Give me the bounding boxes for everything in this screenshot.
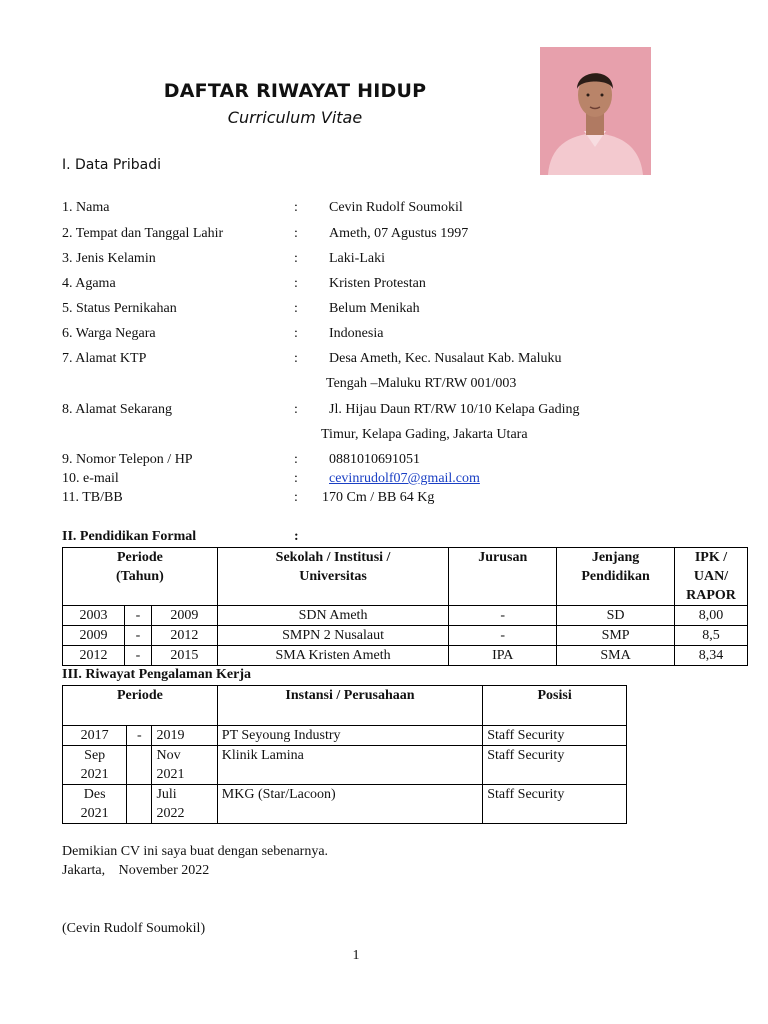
- cell-major: IPA: [449, 646, 557, 666]
- cell-school: SMPN 2 Nusalaut: [217, 626, 449, 646]
- section-education-label: II. Pendidikan Formal: [62, 529, 197, 544]
- field-colon: :: [294, 452, 298, 467]
- field-value: Ameth, 07 Agustus 1997: [329, 226, 469, 241]
- section-education-title: [62, 529, 299, 545]
- cell-dash: [127, 785, 152, 824]
- current-address-continued: Timur, Kelapa Gading, Jakarta Utara: [321, 427, 528, 442]
- cell-dash: -: [127, 726, 152, 746]
- field-label: 1. Nama: [62, 200, 110, 215]
- table-row: [63, 626, 748, 646]
- cell-level: SMP: [557, 626, 675, 646]
- cell-from: 2017: [63, 726, 127, 746]
- cell-dash: -: [124, 626, 151, 646]
- field-colon: :: [294, 301, 298, 316]
- email-link[interactable]: cevinrudolf07@gmail.com: [329, 471, 480, 486]
- field-value: Desa Ameth, Kec. Nusalaut Kab. Maluku: [329, 351, 562, 366]
- cell-dash: [127, 746, 152, 785]
- cell-level: SMA: [557, 646, 675, 666]
- signature-name: (Cevin Rudolf Soumokil): [62, 921, 206, 936]
- field-colon: :: [294, 490, 298, 505]
- field-value: Belum Menikah: [329, 301, 420, 316]
- cell-position: Staff Security: [483, 746, 627, 785]
- field-label: 7. Alamat KTP: [62, 351, 147, 366]
- field-value: 170 Cm / BB 64 Kg: [322, 490, 435, 505]
- section-work-title: III. Riwayat Pengalaman Kerja: [62, 667, 251, 682]
- section-personal-title: I. Data Pribadi: [62, 157, 161, 173]
- cell-position: Staff Security: [483, 785, 627, 824]
- date: November 2022: [118, 863, 210, 878]
- header-jenjang: Jenjang Pendidikan: [557, 548, 675, 606]
- profile-photo: [540, 47, 651, 175]
- ktp-address-continued: Tengah –Maluku RT/RW 001/003: [326, 376, 517, 391]
- table-row: [63, 646, 748, 666]
- field-colon: :: [294, 226, 298, 241]
- cell-from: Des 2021: [63, 785, 127, 824]
- cell-position: Staff Security: [483, 726, 627, 746]
- header-sekolah: Sekolah / Institusi / Universitas: [217, 548, 449, 606]
- header-periode: Periode: [63, 686, 218, 726]
- header-jurusan: Jurusan: [449, 548, 557, 606]
- cell-score: 8,34: [675, 646, 748, 666]
- field-colon: :: [294, 251, 298, 266]
- field-colon: :: [294, 200, 298, 215]
- cell-major: -: [449, 606, 557, 626]
- cell-to: 2012: [151, 626, 217, 646]
- header-posisi: Posisi: [483, 686, 627, 726]
- cell-dash: -: [124, 646, 151, 666]
- field-value: Jl. Hijau Daun RT/RW 10/10 Kelapa Gading: [329, 402, 580, 417]
- cell-level: SD: [557, 606, 675, 626]
- table-row: [63, 726, 627, 746]
- field-label: 9. Nomor Telepon / HP: [62, 452, 193, 467]
- field-colon: :: [294, 402, 298, 417]
- cell-dash: -: [124, 606, 151, 626]
- place-date: [62, 863, 209, 879]
- cell-to: Juli 2022: [152, 785, 217, 824]
- cell-major: -: [449, 626, 557, 646]
- work-table: [62, 685, 627, 824]
- field-label: 3. Jenis Kelamin: [62, 251, 156, 266]
- field-colon: :: [294, 471, 298, 486]
- field-value: 0881010691051: [329, 452, 420, 467]
- cell-to: 2009: [151, 606, 217, 626]
- field-colon: :: [294, 351, 298, 366]
- table-row: [63, 746, 627, 785]
- field-value: Cevin Rudolf Soumokil: [329, 200, 463, 215]
- page-number: 1: [352, 948, 360, 963]
- cell-company: Klinik Lamina: [217, 746, 482, 785]
- field-colon: :: [294, 276, 298, 291]
- cell-to: 2015: [151, 646, 217, 666]
- cell-from: Sep 2021: [63, 746, 127, 785]
- cell-score: 8,00: [675, 606, 748, 626]
- closing-statement: Demikian CV ini saya buat dengan sebenarnya.: [62, 844, 329, 859]
- cell-from: 2003: [63, 606, 125, 626]
- table-row: [63, 785, 627, 824]
- work-header-row: [63, 686, 627, 726]
- education-header-row: [63, 548, 748, 606]
- field-colon: :: [294, 326, 298, 341]
- cell-school: SDN Ameth: [217, 606, 449, 626]
- section-education-colon: :: [294, 529, 299, 544]
- education-table: [62, 547, 748, 666]
- cell-from: 2012: [63, 646, 125, 666]
- field-label: 8. Alamat Sekarang: [62, 402, 173, 417]
- cell-score: 8,5: [675, 626, 748, 646]
- field-label: 2. Tempat dan Tanggal Lahir: [62, 226, 224, 241]
- field-label: 6. Warga Negara: [62, 326, 156, 341]
- field-label: 11. TB/BB: [62, 490, 123, 505]
- field-label: 4. Agama: [62, 276, 116, 291]
- cell-company: PT Seyoung Industry: [217, 726, 482, 746]
- header-ipk: IPK / UAN/ RAPOR: [675, 548, 748, 606]
- cell-to: 2019: [152, 726, 217, 746]
- cell-from: 2009: [63, 626, 125, 646]
- field-label: 5. Status Pernikahan: [62, 301, 177, 316]
- document-title: DAFTAR RIWAYAT HIDUP: [163, 80, 427, 102]
- document-subtitle: Curriculum Vitae: [227, 108, 363, 127]
- place: Jakarta,: [62, 863, 106, 878]
- cell-school: SMA Kristen Ameth: [217, 646, 449, 666]
- cell-company: MKG (Star/Lacoon): [217, 785, 482, 824]
- header-periode: Periode (Tahun): [63, 548, 218, 606]
- field-value: Indonesia: [329, 326, 384, 341]
- header-instansi: Instansi / Perusahaan: [217, 686, 482, 726]
- field-label: 10. e-mail: [62, 471, 119, 486]
- field-value: Laki-Laki: [329, 251, 385, 266]
- field-value: Kristen Protestan: [329, 276, 426, 291]
- cell-to: Nov 2021: [152, 746, 217, 785]
- table-row: [63, 606, 748, 626]
